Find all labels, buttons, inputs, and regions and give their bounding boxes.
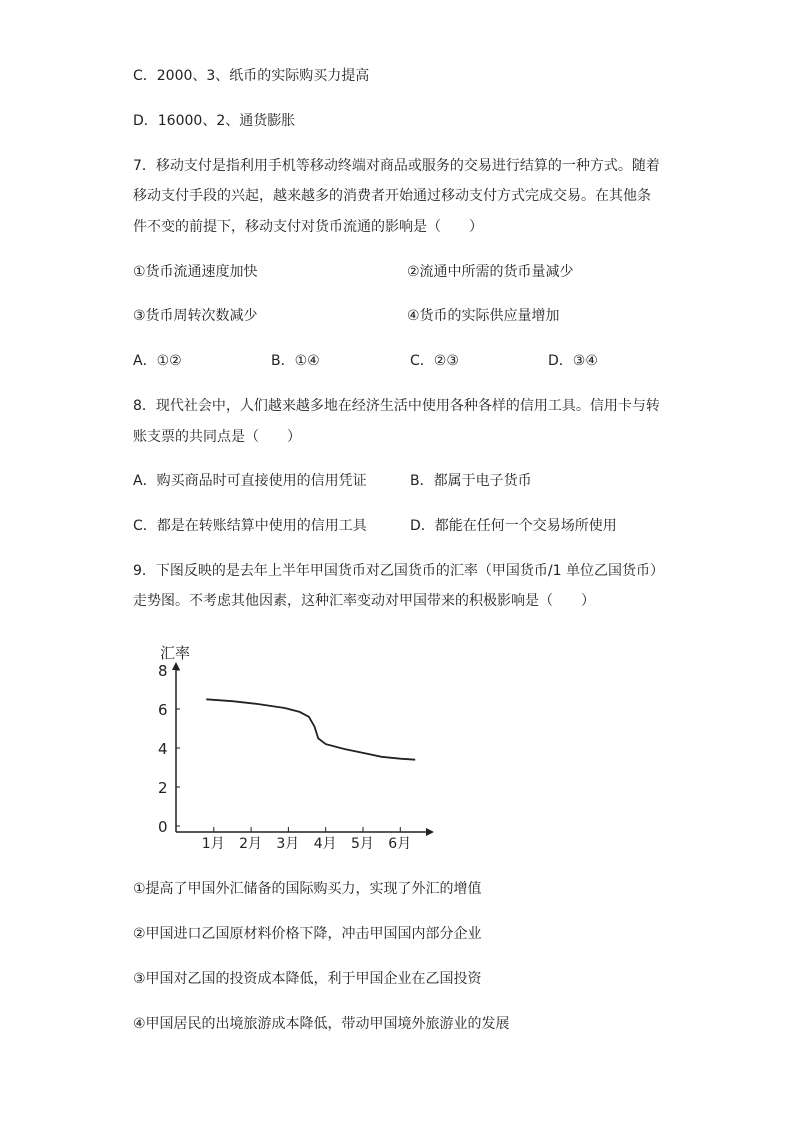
q8-choice-b: B．都属于电子货币 — [410, 473, 532, 489]
q7-item-2: ②流通中所需的货币量减少 — [407, 264, 574, 280]
q9-item-1: ①提高了甲国外汇储备的国际购买力，实现了外汇的增值 — [133, 881, 482, 897]
y-tick-label: 8 — [158, 662, 168, 680]
q7-choice-b: B．①④ — [271, 353, 320, 369]
y-axis-label: 汇率 — [160, 644, 191, 662]
q8-stem-line-2: 账支票的共同点是（ ） — [133, 429, 301, 445]
q7-choice-a: A．①② — [133, 353, 182, 369]
x-tick-label: 6月 — [388, 836, 412, 852]
y-tick-label: 6 — [158, 701, 168, 719]
x-tick-label: 1月 — [201, 836, 225, 852]
q9-item-4: ④甲国居民的出境旅游成本降低，带动甲国境外旅游业的发展 — [133, 1016, 510, 1032]
y-tick-label: 4 — [158, 740, 168, 758]
x-tick-label: 4月 — [313, 836, 337, 852]
q9-stem-line-1: 9．下图反映的是去年上半年甲国货币对乙国货币的汇率（甲国货币/1 单位乙国货币） — [133, 563, 664, 579]
q7-choice-c: C．②③ — [410, 353, 459, 369]
y-axis-arrowhead — [172, 662, 180, 670]
x-tick-label: 2月 — [239, 836, 263, 852]
q8-stem-line-1: 8．现代社会中，人们越来越多地在经济生活中使用各种各样的信用工具。信用卡与转 — [133, 398, 660, 414]
q7-item-4: ④货币的实际供应量增加 — [407, 308, 560, 324]
x-tick-label: 5月 — [351, 836, 374, 852]
q8-choice-c: C．都是在转账结算中使用的信用工具 — [133, 518, 367, 534]
x-tick-label: 3月 — [276, 836, 300, 852]
q9-stem-line-2: 走势图。不考虑其他因素，这种汇率变动对甲国带来的积极影响是（ ） — [133, 593, 595, 609]
q8-choice-a: A．购买商品时可直接使用的信用凭证 — [133, 473, 367, 489]
q7-choice-d: D．③④ — [548, 353, 598, 369]
x-tick-group — [202, 827, 411, 852]
exchange-rate-line — [206, 699, 415, 759]
exchange-rate-chart — [150, 636, 450, 856]
q7-stem-line-3: 件不变的前提下，移动支付对货币流通的影响是（ ） — [133, 219, 483, 235]
x-axis-arrowhead — [426, 828, 434, 836]
q7-stem-line-1: 7．移动支付是指利用手机等移动终端对商品或服务的交易进行结算的一种方式。随着 — [133, 158, 660, 174]
q7-item-1: ①货币流通速度加快 — [133, 264, 258, 280]
q7-item-3: ③货币周转次数减少 — [133, 308, 258, 324]
q9-item-3: ③甲国对乙国的投资成本降低，利于甲国企业在乙国投资 — [133, 971, 482, 987]
q9-item-2: ②甲国进口乙国原材料价格下降，冲击甲国国内部分企业 — [133, 926, 482, 942]
q7-stem-line-2: 移动支付手段的兴起，越来越多的消费者开始通过移动支付方式完成交易。在其他条 — [133, 188, 651, 204]
y-tick-label: 2 — [158, 779, 168, 797]
q6-option-d: D．16000、2、通货膨胀 — [133, 113, 296, 129]
q8-choice-d: D．都能在任何一个交易场所使用 — [410, 518, 617, 534]
y-tick-label: 0 — [158, 818, 168, 836]
q6-option-c: C．2000、3、纸币的实际购买力提高 — [133, 68, 370, 84]
